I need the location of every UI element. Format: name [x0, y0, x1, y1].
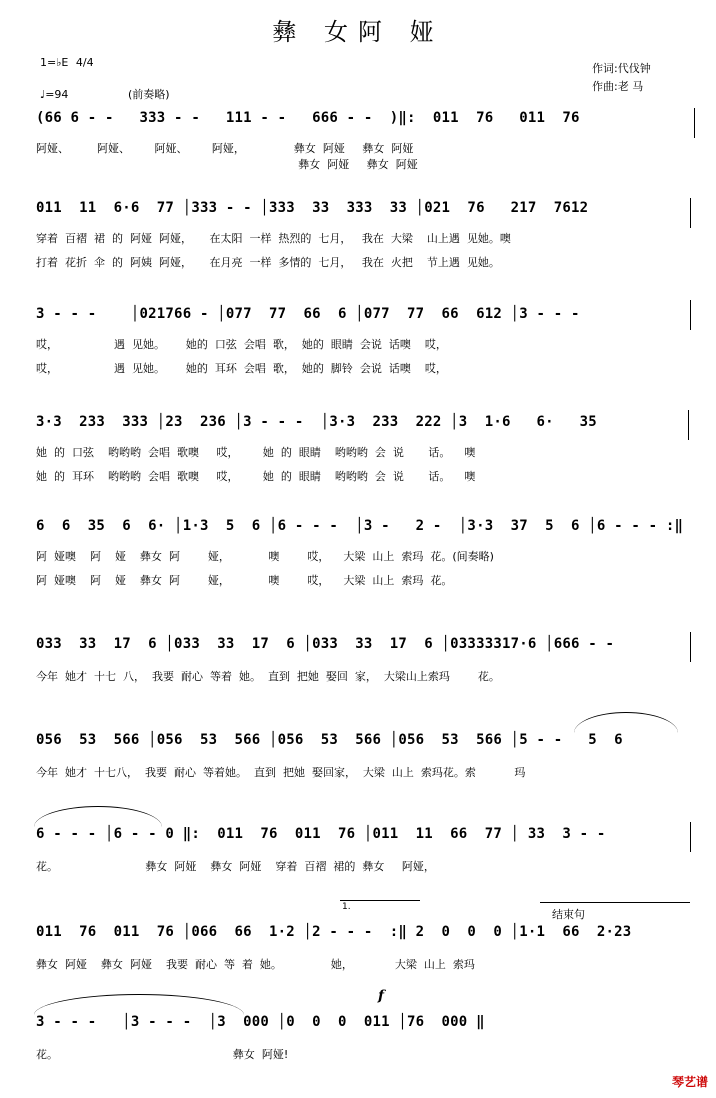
lyric-line-1: 她 的 口弦 哟哟哟 会唱 歌噢 哎， 她 的 眼睛 哟哟哟 会 说 话。 噢 — [36, 446, 476, 459]
volta-bracket — [340, 900, 420, 901]
lyric-line-2: 阿 娅噢 阿 娅 彝女 阿 娅， 噢 哎， 大梁 山上 索玛 花。 — [36, 574, 453, 587]
lyric-line-1: 穿着 百褶 裙 的 阿娅 阿娅， 在太阳 一样 热烈的 七月， 我在 大梁 山上遇 见她。噢 — [36, 232, 511, 245]
lyric-line-1: 花。 彝女 阿娅! — [36, 1048, 289, 1061]
score-row-9 — [36, 924, 696, 972]
dynamic-forte: f — [378, 988, 385, 1004]
key-signature — [40, 56, 94, 69]
notes: 6 - - - │6 - - 0 ‖: 011 76 011 76 │011 11 66 77 │ 33 3 - - — [36, 826, 606, 842]
barline — [690, 198, 691, 228]
score-row-7 — [36, 732, 696, 780]
intro-note: (前奏略) — [128, 88, 170, 101]
notes: 011 11 6·6 77 │333 - - │333 33 333 33 │021 76 217 7612 — [36, 200, 589, 216]
notes: 3 - - - │3 - - - │3 000 │0 0 0 011 │76 000 ‖ — [36, 1014, 485, 1030]
ending-bracket — [540, 902, 690, 903]
page-title: 彝 女阿 娅 — [272, 18, 444, 46]
lyric-line-1: 今年 她才 十七 八， 我要 耐心 等着 她。 直到 把她 娶回 家， 大梁山上索玛 花。 — [36, 670, 500, 683]
volta-label: 1. — [342, 902, 351, 912]
composer: 作曲:老 马 — [592, 80, 644, 93]
lyric-line-1: 花。 彝女 阿娅 彝女 阿娅 穿着 百褶 裙的 彝女 阿娅， — [36, 860, 435, 873]
barline — [688, 410, 689, 440]
notes: 011 76 011 76 │066 66 1·2 │2 - - - :‖ 2 0 0 0 │1·1 66 2·23 — [36, 924, 632, 940]
lyric-line-2: 彝女 阿娅 彝女 阿娅 — [36, 158, 418, 171]
lyric-line-1: 阿 娅噢 阿 娅 彝女 阿 娅， 噢 哎， 大梁 山上 索玛 花。(间奏略) — [36, 550, 494, 563]
lyric-line-1: 彝女 阿娅 彝女 阿娅 我要 耐心 等 着 她。 她， 大梁 山上 索玛 — [36, 958, 475, 971]
tie-arc — [574, 712, 678, 733]
tie-arc — [34, 994, 244, 1015]
notes: 056 53 566 │056 53 566 │056 53 566 │056 53 566 │5 - - 5 6 — [36, 732, 623, 748]
notes: 3·3 233 333 │23 236 │3 - - - │3·3 233 222 │3 1·6 6· 35 — [36, 414, 597, 430]
site-logo: 琴艺谱 — [671, 1075, 708, 1089]
score-row-3 — [36, 306, 696, 376]
score-row-6 — [36, 636, 696, 684]
lyric-line-2: 打着 花折 伞 的 阿姨 阿娅， 在月亮 一样 多情的 七月， 我在 火把 节上遇 见她。 — [36, 256, 500, 269]
score-row-4 — [36, 414, 696, 484]
notes: 6 6 35 6 6· │1·3 5 6 │6 - - - │3 - 2 - │3·3 37 5 6 │6 - - - :‖ — [36, 518, 684, 534]
lyric-line-1: 哎， 遇 见她。 她的 口弦 会唱 歌， 她的 眼睛 会说 话噢 哎， — [36, 338, 447, 351]
lyric-line-2: 她 的 耳环 哟哟哟 会唱 歌噢 哎， 她 的 眼睛 哟哟哟 会 说 话。 噢 — [36, 470, 476, 483]
lyricist: 作词:代伐钟 — [592, 62, 651, 75]
score-row-1 — [36, 110, 696, 172]
score-row-2 — [36, 200, 696, 270]
tie-arc — [34, 806, 162, 827]
lyric-line-2: 哎， 遇 见她。 她的 耳环 会唱 歌， 她的 脚铃 会说 话噢 哎， — [36, 362, 447, 375]
notes: 3 - - - │021766 - │077 77 66 6 │077 77 66 612 │3 - - - — [36, 306, 580, 322]
barline — [694, 108, 695, 138]
ending-label: 结束句 — [552, 908, 585, 921]
notes: (66 6 - - 333 - - 111 - - 666 - - )‖: 011 76 011 76 — [36, 110, 580, 126]
key-text: 1=♭E — [40, 56, 69, 69]
barline — [690, 632, 691, 662]
score-row-8 — [36, 826, 696, 874]
score-row-10 — [36, 1014, 696, 1062]
notes: 033 33 17 6 │033 33 17 6 │033 33 17 6 │03333317·6 │666 - - — [36, 636, 615, 652]
lyric-line-1: 阿娅、 阿娅、 阿娅、 阿娅， 彝女 阿娅 彝女 阿娅 — [36, 142, 414, 155]
time-signature: 4/4 — [75, 56, 94, 69]
barline — [690, 822, 691, 852]
lyric-line-1: 今年 她才 十七八， 我要 耐心 等着她。 直到 把她 娶回家， 大梁 山上 索玛花。索 玛 — [36, 766, 526, 779]
tempo: ♩=94 — [40, 88, 69, 101]
score-row-5 — [36, 518, 696, 588]
barline — [690, 300, 691, 330]
